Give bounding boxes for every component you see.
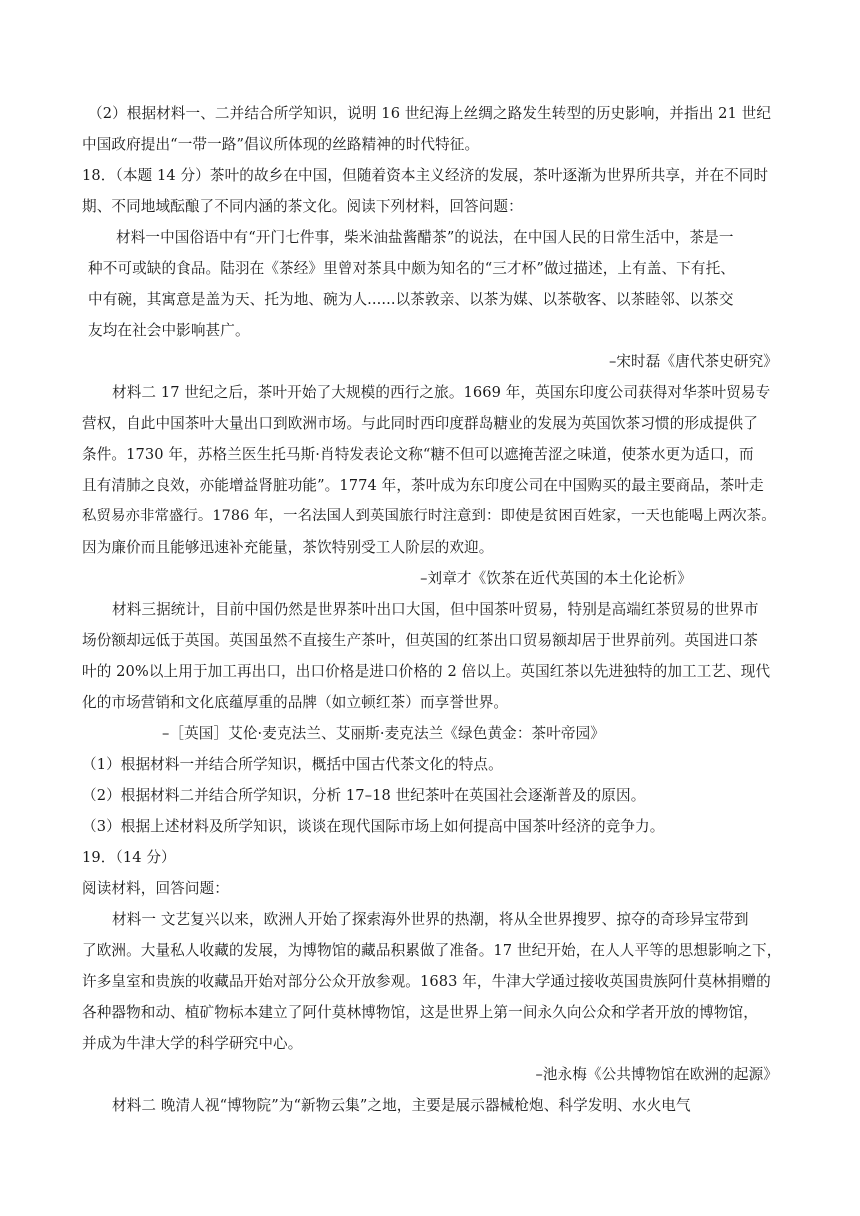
q18-material2-line4: 且有清肺之良效，亦能增益肾脏功能”。1774 年，茶叶成为东印度公司在中国购买的最主要商品，茶叶走 — [82, 477, 764, 494]
q18-material2-line2: 营权，自此中国茶叶大量出口到欧洲市场。与此同时西印度群岛糖业的发展为英国饮茶习惯的形成提供了 — [82, 415, 758, 432]
q18-material2-line3: 条件。1730 年，苏格兰医生托马斯·肖特发表论文称“糖不但可以遮掩苦涩之味道，使茶水更为适口，而 — [82, 446, 754, 463]
q18-material2-line6: 因为廉价而且能够迅速补充能量，茶饮特别受工人阶层的欢迎。 — [82, 539, 494, 556]
q19-instruction: 阅读材料，回答问题： — [82, 880, 229, 897]
q18-material1-line2: 种不可或缺的食品。陆羽在《茶经》里曾对茶具中颇为知名的“三才杯”做过描述，上有盖、下有托、 — [88, 260, 735, 277]
q18-material3-line1: 材料三据统计，目前中国仍然是世界茶叶出口大国，但中国茶叶贸易，特别是高端红茶贸易的世界市 — [112, 601, 759, 618]
q17-part2-line1: （2）根据材料一、二并结合所学知识，说明 16 世纪海上丝绸之路发生转型的历史影响，并指出 21 世纪 — [88, 105, 772, 122]
q18-question1: （1）根据材料一并结合所学知识，概括中国古代茶文化的特点。 — [82, 756, 503, 773]
q18-material2-line1: 材料二 17 世纪之后，茶叶开始了大规模的西行之旅。1669 年，英国东印度公司获得对华茶叶贸易专 — [112, 384, 771, 401]
q19-material1-line5: 并成为牛津大学的科学研究中心。 — [82, 1035, 303, 1052]
q19-material1-line4: 各种器物和动、植矿物标本建立了阿什莫林博物馆，这是世界上第一间永久向公众和学者开放的博物馆， — [82, 1004, 758, 1021]
q18-material1-source: –宋时磊《唐代茶史研究》 — [608, 353, 778, 370]
q18-material1-line3: 中有碗，其寓意是盖为天、托为地、碗为人......以茶敦亲、以茶为媒、以茶敬客、以茶睦邻、以茶交 — [88, 291, 734, 308]
q18-intro-line1: 18．（本题 14 分）茶叶的故乡在中国，但随着资本主义经济的发展，茶叶逐渐为世界所共享，并在不同时 — [82, 167, 769, 184]
q18-material2-line5: 私贸易亦非常盛行。1786 年，一名法国人到英国旅行时注意到：即使是贫困百姓家，一天也能喝上两次茶。 — [82, 508, 776, 524]
q18-material3-line3: 叶的 20%以上用于加工再出口，出口价格是进口价格的 2 倍以上。英国红茶以先进独特的加工工艺、现代 — [82, 663, 771, 680]
q18-material1-line4: 友均在社会中影响甚广。 — [88, 322, 250, 339]
q19-material1-line2: 了欧洲。大量私人收藏的发展，为博物馆的藏品积累做了准备。17 世纪开始，在人人平等的思想影响之下， — [82, 942, 782, 959]
q17-part2-line2: 中国政府提出“一带一路”倡议所体现的丝路精神的时代特征。 — [82, 136, 480, 153]
q19-material2-line1: 材料二 晚清人视“博物院”为“新物云集”之地，主要是展示器械枪炮、科学发明、水火电气 — [112, 1097, 691, 1114]
q18-intro-line2: 期、不同地域酝酿了不同内涵的茶文化。阅读下列材料，回答问题： — [82, 198, 523, 215]
q19-material1-source: –池永梅《公共博物馆在欧洲的起源》 — [535, 1066, 778, 1083]
q18-question2: （2）根据材料二并结合所学知识，分析 17–18 世纪茶叶在英国社会逐渐普及的原因。 — [82, 787, 646, 804]
q18-material3-source: –［英国］艾伦·麦克法兰、艾丽斯·麦克法兰《绿色黄金：茶叶帝园》 — [162, 725, 605, 742]
document-body — [82, 98, 782, 1121]
q18-material3-line2: 场份额却远低于英国。英国虽然不直接生产茶叶，但英国的红茶出口贸易额却居于世界前列。英国进口茶 — [82, 632, 758, 649]
q18-material1-line1: 材料一中国俗语中有“开门七件事，柴米油盐酱醋茶”的说法，在中国人民的日常生活中，茶是一 — [116, 229, 734, 246]
q18-question3: （3）根据上述材料及所学知识，谈谈在现代国际市场上如何提高中国茶叶经济的竞争力。 — [82, 818, 665, 835]
q19-material1-line1: 材料一 文艺复兴以来，欧洲人开始了探索海外世界的热潮，将从全世界搜罗、掠夺的奇珍异宝带到 — [112, 911, 749, 928]
q19-heading: 19．（14 分） — [82, 849, 176, 866]
q19-material1-line3: 许多皇室和贵族的收藏品开始对部分公众开放参观。1683 年，牛津大学通过接收英国贵族阿什莫林捐赠的 — [82, 973, 771, 990]
q18-material3-line4: 化的市场营销和文化底蕴厚重的品牌（如立顿红茶）而享誉世界。 — [82, 694, 509, 711]
q18-material2-source: –刘章才《饮茶在近代英国的本土化论析》 — [420, 570, 692, 587]
